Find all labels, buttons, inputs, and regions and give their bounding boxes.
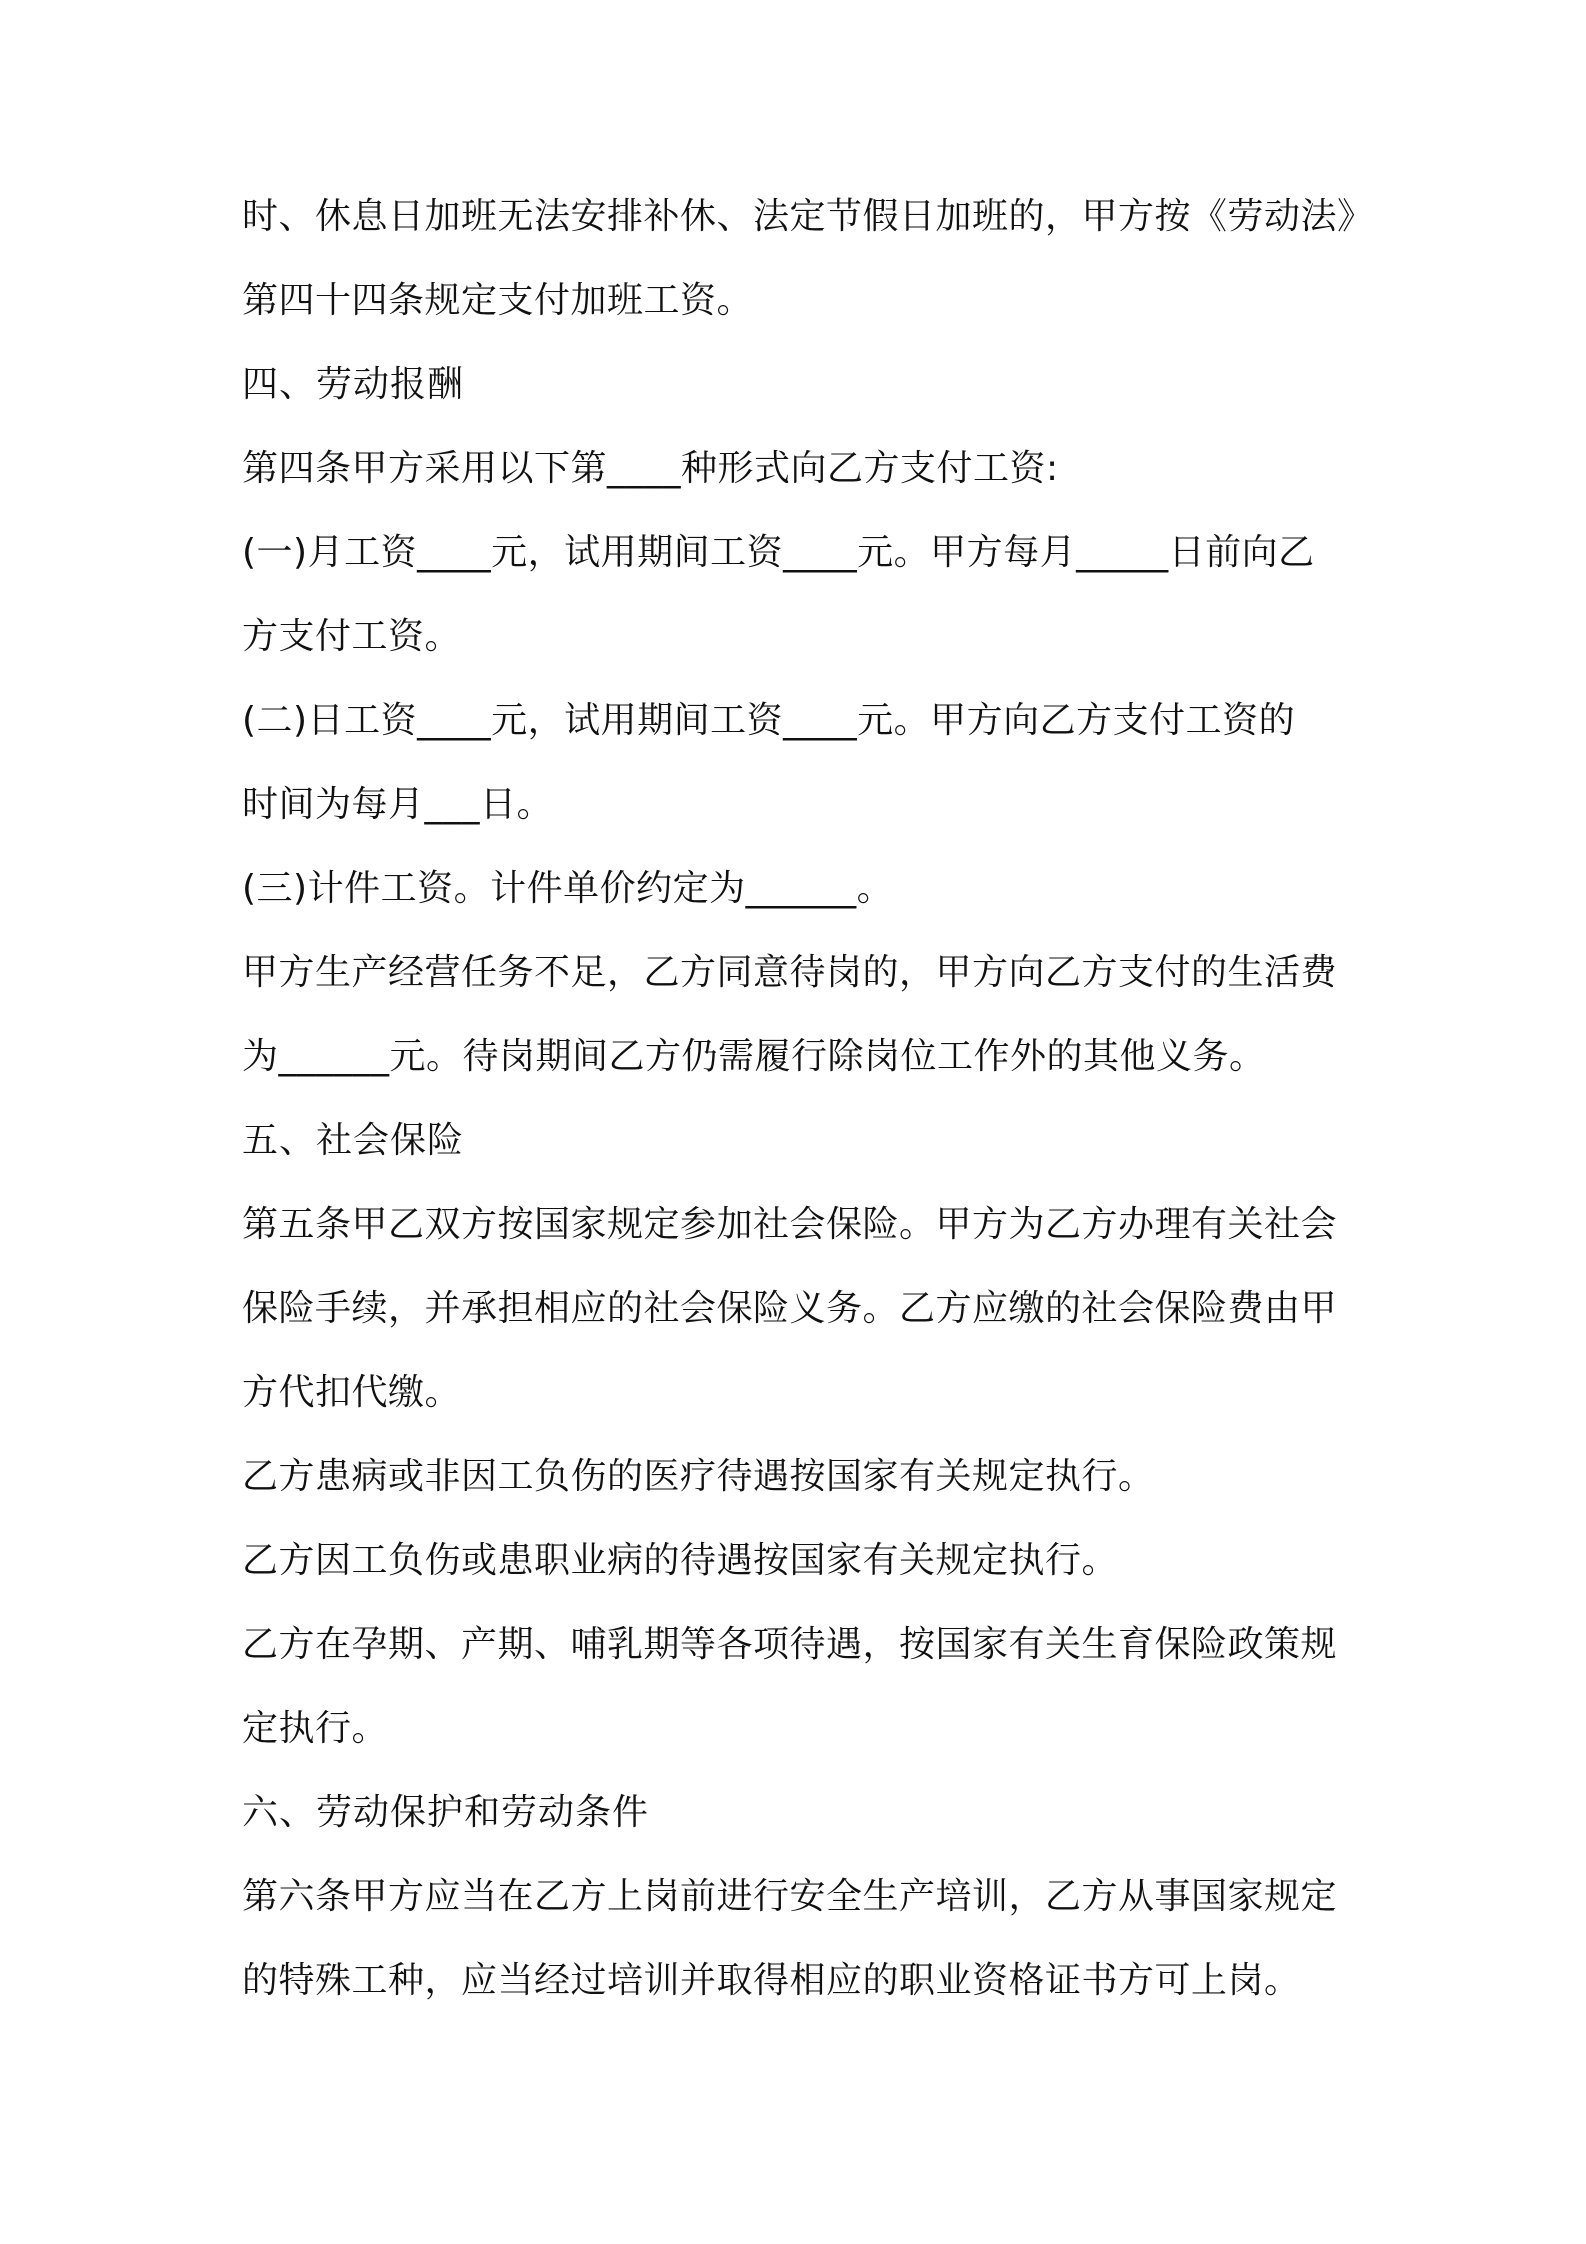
- paragraph-line: (三)计件工资。计件单价约定为______。: [242, 868, 894, 909]
- paragraph-line: 时、休息日加班无法安排补休、法定节假日加班的，甲方按《劳动法》: [242, 196, 1374, 237]
- paragraph-line: 第四十四条规定支付加班工资。: [242, 280, 754, 321]
- paragraph-line: 方代扣代缴。: [242, 1372, 462, 1413]
- section-heading-remuneration: 四、劳动报酬: [242, 364, 465, 405]
- paragraph-line: 定执行。: [242, 1708, 389, 1749]
- paragraph-line: 方支付工资。: [242, 616, 462, 657]
- paragraph-line: 时间为每月___日。: [242, 784, 554, 825]
- paragraph-line: 第六条甲方应当在乙方上岗前进行安全生产培训，乙方从事国家规定: [242, 1876, 1338, 1917]
- paragraph-line: 乙方在孕期、产期、哺乳期等各项待遇，按国家有关生育保险政策规: [242, 1624, 1338, 1665]
- section-heading-labor-protection: 六、劳动保护和劳动条件: [242, 1792, 650, 1833]
- paragraph-line: 乙方因工负伤或患职业病的待遇按国家有关规定执行。: [242, 1540, 1119, 1581]
- paragraph-line: 的特殊工种，应当经过培训并取得相应的职业资格证书方可上岗。: [242, 1960, 1301, 2001]
- paragraph-line: (一)月工资____元，试用期间工资____元。甲方每月_____日前向乙: [242, 532, 1315, 573]
- paragraph-line: 为______元。待岗期间乙方仍需履行除岗位工作外的其他义务。: [242, 1036, 1266, 1077]
- paragraph-line: 第五条甲乙双方按国家规定参加社会保险。甲方为乙方办理有关社会: [242, 1204, 1338, 1245]
- document-page: [242, 196, 1374, 2044]
- paragraph-line: 保险手续，并承担相应的社会保险义务。乙方应缴的社会保险费由甲: [242, 1288, 1338, 1329]
- paragraph-line: 甲方生产经营任务不足，乙方同意待岗的，甲方向乙方支付的生活费: [242, 952, 1338, 993]
- paragraph-line: (二)日工资____元，试用期间工资____元。甲方向乙方支付工资的: [242, 700, 1296, 741]
- section-heading-social-insurance: 五、社会保险: [242, 1120, 465, 1161]
- paragraph-line: 第四条甲方采用以下第____种形式向乙方支付工资:: [242, 448, 1059, 489]
- paragraph-line: 乙方患病或非因工负伤的医疗待遇按国家有关规定执行。: [242, 1456, 1155, 1497]
